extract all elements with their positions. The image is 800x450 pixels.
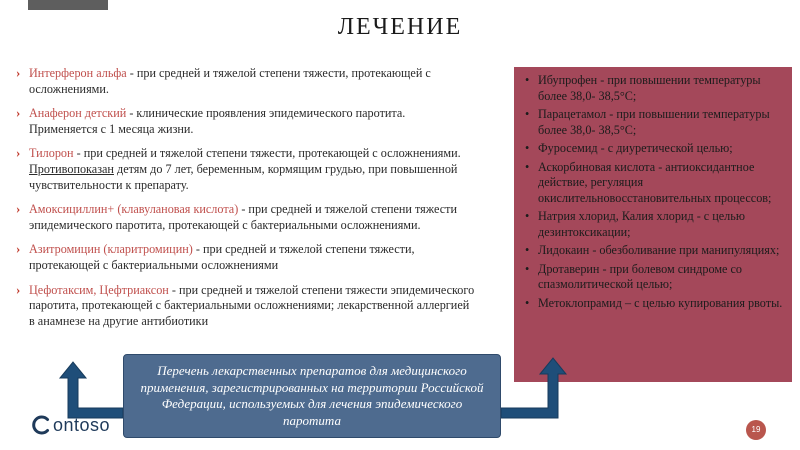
drug-description: - при средней и тяжелой степени тяжести, протекающей с бактериальными осложнениями xyxy=(29,242,415,272)
drug-name: Интерферон альфа xyxy=(29,66,127,80)
drug-description: - при средней и тяжелой степени тяжести, протекающей с осложнениями. xyxy=(29,66,431,96)
center-info-box: Перечень лекарственных препаратов для медицинского применения, зарегистрированных на территории Российской Федерации, используемых для лечения эпидемического паротита xyxy=(123,354,501,438)
drug-description: - при средней и тяжелой степени тяжести, протекающей с осложнениями. xyxy=(73,146,461,161)
slide-title: ЛЕЧЕНИЕ xyxy=(337,14,463,40)
list-item: • Ибупрофен - при повышении температуры более 38,0- 38,5°С; xyxy=(522,73,792,104)
list-item: • Парацетамол - при повышении температуры более 38,0- 38,5°С; xyxy=(522,107,792,138)
right-arrow xyxy=(501,358,566,418)
contraindication-label: Противопоказан xyxy=(29,161,114,176)
list-item: • Метоклопрамид – с целью купирования рвоты. xyxy=(522,296,792,312)
drug-name: Амоксициллин+ (клавулановая кислота) xyxy=(29,202,239,217)
drug-description: - клинические проявления эпидемического паротита. Применяется с 1 месяца жизни. xyxy=(29,106,406,136)
logo-c-icon xyxy=(30,414,52,436)
list-item: • Натрия хлорид, Калия хлорид - с целью дезинтоксикации; xyxy=(522,209,792,240)
drug-description: - при средней и тяжелой степени тяжести эпидемического паротита, протекающей с бактериальными осложнениями; лекарственной аллергией в анамнезе на другие антибиотики xyxy=(29,282,475,328)
list-item: • Лидокаин - обезболивание при манипуляциях; xyxy=(522,243,792,259)
list-item: • Фуросемид - с диуретической целью; xyxy=(522,141,792,157)
list-item: • Дротаверин - при болевом синдроме со спазмолитической целью; xyxy=(522,262,792,293)
left-arrow xyxy=(60,362,123,418)
drug-name: Азитромицин (кларитромицин) xyxy=(29,242,193,257)
contoso-logo xyxy=(30,414,110,436)
list-item: • Аскорбиновая кислота - антиоксидантное действие, регуляция окислительновосстановительных процессов; xyxy=(522,160,792,207)
page-number-badge: 19 xyxy=(746,420,766,440)
drug-name: Цефотаксим, Цефтриаксон xyxy=(29,282,169,297)
drug-description-cont: детям до 7 лет, беременным, кормящим грудью, при повышенной чувствительности к препарату. xyxy=(29,161,458,192)
logo-text: ontoso xyxy=(53,414,111,435)
drug-name: Анаферон детский xyxy=(29,106,127,121)
drug-name: Тилорон xyxy=(29,146,74,161)
drug-description: - при средней и тяжелой степени тяжести эпидемического паротита, протекающей с бактериальными осложнениями. xyxy=(29,202,457,232)
